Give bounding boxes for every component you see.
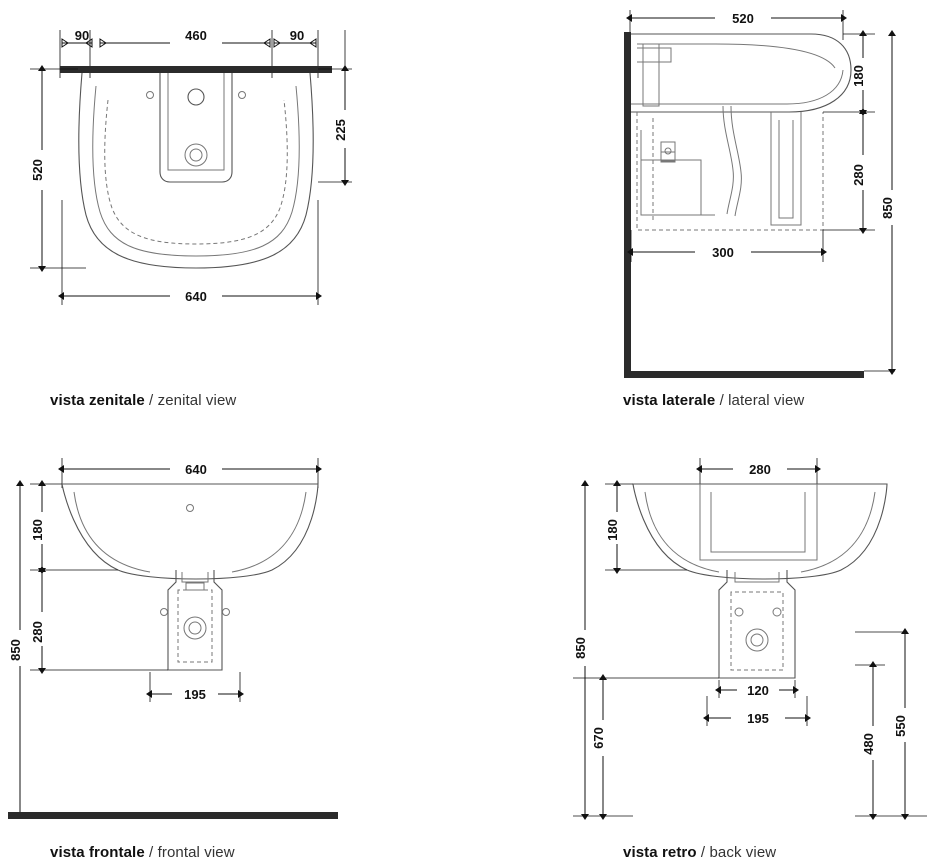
- caption-lateral-it: vista laterale: [623, 392, 716, 409]
- dim-280-lateral: 280: [851, 164, 866, 186]
- dim-850-back: 850: [573, 637, 588, 659]
- caption-zenital-sep: /: [144, 392, 158, 409]
- zenital-drawing: [0, 0, 420, 390]
- wall-vertical: [624, 32, 631, 257]
- view-zenital: [0, 0, 420, 420]
- dim-280-frontal: 280: [30, 621, 45, 643]
- wall-line: [60, 66, 332, 73]
- view-back: [555, 440, 930, 866]
- dim-120-back: 120: [747, 683, 769, 698]
- dim-180-back: 180: [605, 519, 620, 541]
- dim-180-frontal: 180: [30, 519, 45, 541]
- lateral-drawing: [575, 0, 930, 390]
- dim-850-frontal: 850: [8, 639, 23, 661]
- frontal-drawing: [0, 440, 420, 840]
- dim-90-right: 90: [289, 28, 305, 43]
- caption-zenital-it: vista zenitale: [50, 392, 145, 409]
- caption-lateral-sep: /: [715, 392, 729, 409]
- caption-back: [623, 844, 776, 861]
- caption-back-sep: /: [696, 844, 710, 861]
- caption-frontal-en: frontal view: [157, 844, 235, 861]
- caption-lateral-en: lateral view: [728, 392, 805, 409]
- dim-195-back: 195: [747, 711, 769, 726]
- view-frontal: [0, 440, 420, 866]
- caption-zenital: [50, 392, 236, 409]
- dim-90-left: 90: [74, 28, 90, 43]
- dim-640: 640: [185, 289, 207, 304]
- floor-line: [624, 371, 864, 378]
- caption-lateral: [623, 392, 804, 409]
- view-lateral: [575, 0, 930, 420]
- dim-180-lateral: 180: [851, 65, 866, 87]
- caption-frontal-it: vista frontale: [50, 844, 145, 861]
- dim-520-lateral: 520: [732, 11, 754, 26]
- wall-vertical-lower: [624, 250, 631, 378]
- dim-195-frontal: 195: [184, 687, 206, 702]
- dim-670-back: 670: [591, 727, 606, 749]
- dim-640-frontal: 640: [185, 462, 207, 477]
- dim-550-back: 550: [893, 715, 908, 737]
- dim-520: 520: [30, 159, 45, 181]
- caption-zenital-en: zenital view: [157, 392, 237, 409]
- dim-225: 225: [333, 119, 348, 141]
- dim-280-back: 280: [749, 462, 771, 477]
- dim-300: 300: [712, 245, 734, 260]
- dim-850-lateral: 850: [880, 197, 895, 219]
- caption-back-it: vista retro: [623, 844, 697, 861]
- caption-frontal-sep: /: [144, 844, 158, 861]
- dim-460: 460: [185, 28, 207, 43]
- caption-frontal: [50, 844, 235, 861]
- back-drawing: [555, 440, 930, 840]
- caption-back-en: back view: [709, 844, 777, 861]
- dim-480-back: 480: [861, 733, 876, 755]
- floor-line-frontal: [8, 812, 338, 819]
